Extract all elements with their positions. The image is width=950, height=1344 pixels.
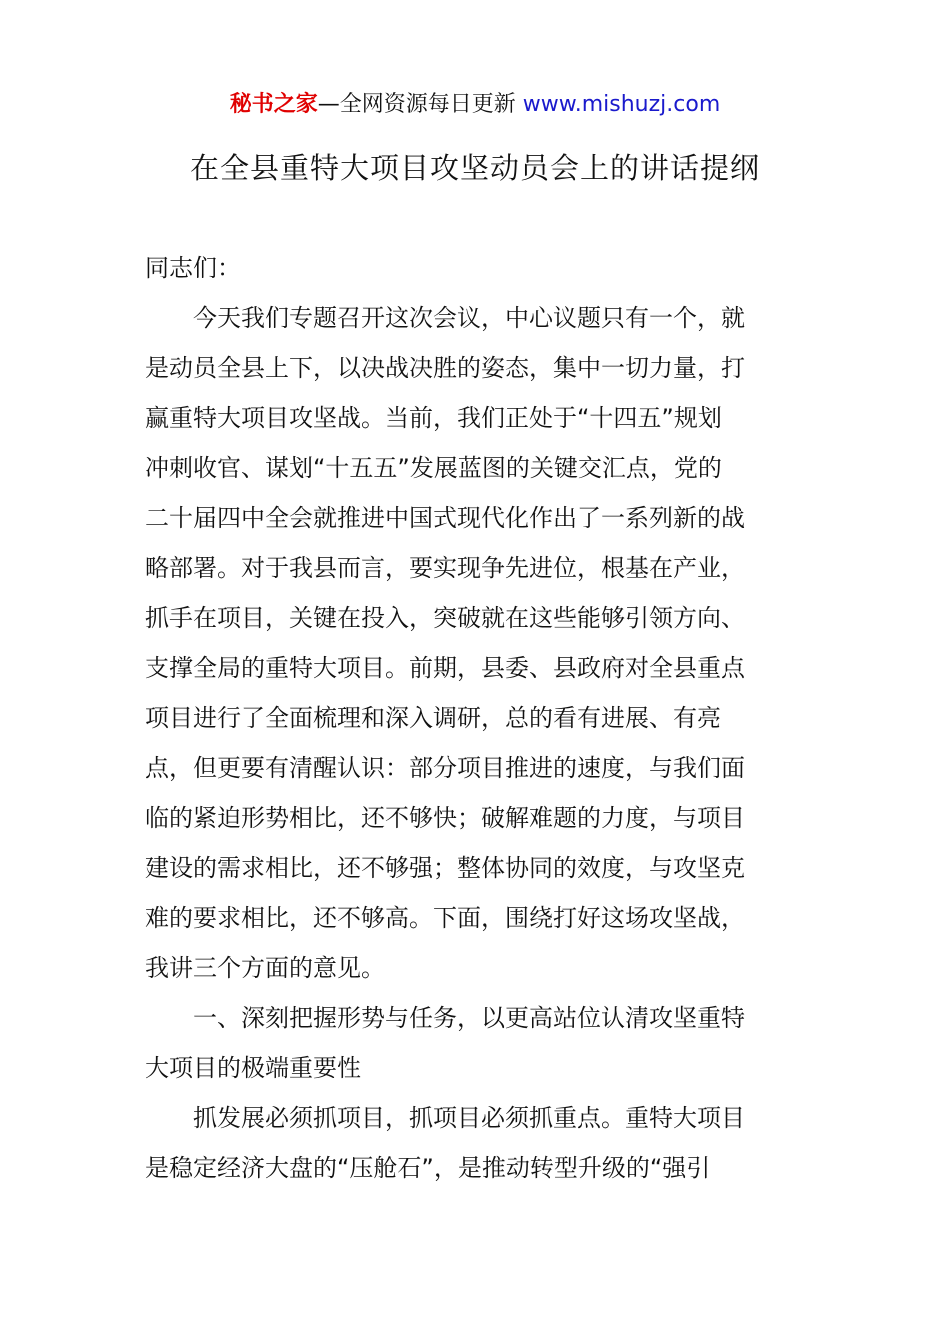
document-title: 在全县重特大项目攻坚动员会上的讲话提纲	[189, 151, 760, 185]
paragraph-line: 是动员全县上下，以决战决胜的姿态，集中一切力量，打	[145, 354, 745, 382]
site-url-link[interactable]: www.mishuzj.com	[522, 92, 721, 117]
section-heading-line: 大项目的极端重要性	[145, 1054, 361, 1082]
site-header	[0, 88, 950, 122]
site-tagline: —全网资源每日更新	[317, 92, 523, 117]
paragraph-line: 抓发展必须抓项目，抓项目必须抓重点。重特大项目	[193, 1104, 745, 1132]
paragraph-line: 二十届四中全会就推进中国式现代化作出了一系列新的战	[145, 504, 745, 532]
paragraph-line: 赢重特大项目攻坚战。当前，我们正处于“十四五”规划	[145, 404, 722, 432]
paragraph-line: 建设的需求相比，还不够强；整体协同的效度，与攻坚克	[145, 854, 745, 882]
paragraph-line: 项目进行了全面梳理和深入调研，总的看有进展、有亮	[145, 704, 721, 732]
paragraph-line: 支撑全局的重特大项目。前期，县委、县政府对全县重点	[145, 654, 745, 682]
paragraph-line: 点，但更要有清醒认识：部分项目推进的速度，与我们面	[145, 754, 745, 782]
paragraph-line: 冲刺收官、谋划“十五五”发展蓝图的关键交汇点，党的	[145, 454, 722, 482]
paragraph-line: 我讲三个方面的意见。	[145, 954, 385, 982]
paragraph-line: 是稳定经济大盘的“压舱石”，是推动转型升级的“强引	[145, 1154, 711, 1182]
site-name: 秘书之家	[229, 92, 318, 117]
paragraph-line: 略部署。对于我县而言，要实现争先进位，根基在产业，	[145, 554, 745, 582]
salutation: 同志们：	[145, 254, 241, 282]
paragraph-line: 今天我们专题召开这次会议，中心议题只有一个，就	[193, 304, 745, 332]
document-body	[145, 243, 809, 1193]
paragraph-line: 抓手在项目，关键在投入，突破就在这些能够引领方向、	[145, 604, 745, 632]
paragraph-line: 临的紧迫形势相比，还不够快；破解难题的力度，与项目	[145, 804, 745, 832]
paragraph-line: 难的要求相比，还不够高。下面，围绕打好这场攻坚战，	[145, 904, 745, 932]
section-heading-line: 一、深刻把握形势与任务，以更高站位认清攻坚重特	[193, 1004, 745, 1032]
